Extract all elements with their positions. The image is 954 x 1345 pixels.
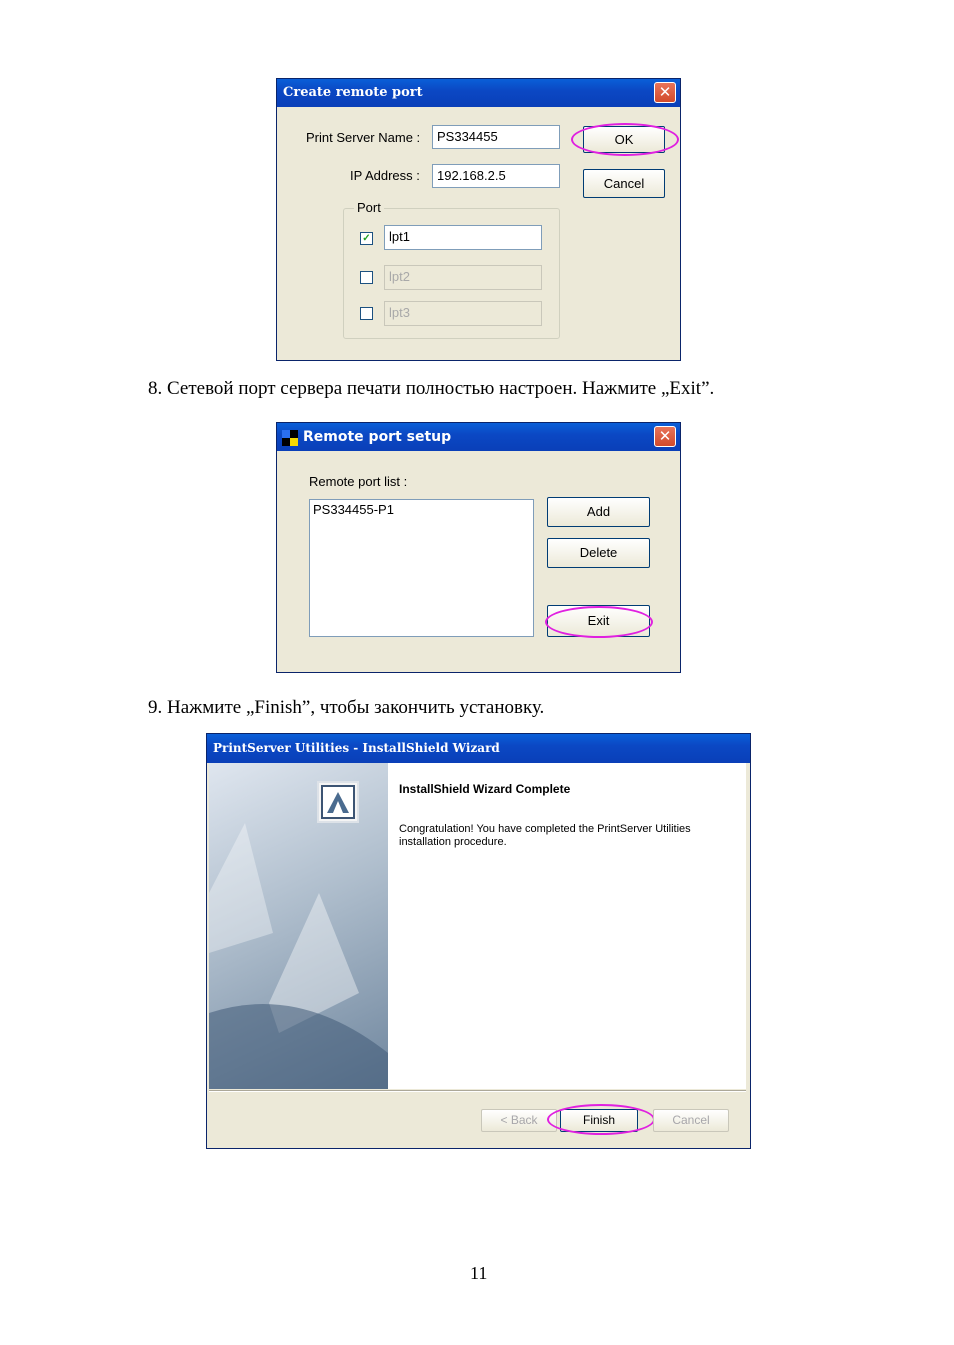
step-8-text: 8. Сетевой порт сервера печати полностью настроен. Нажмите „Exit”.: [148, 378, 715, 399]
wizard-side-panel: [209, 763, 388, 1089]
port-input-lpt1[interactable]: lpt1: [384, 225, 542, 250]
port-checkbox-lpt1[interactable]: ✓: [360, 232, 373, 245]
dialog-titlebar: [207, 734, 750, 763]
server-name-label: Print Server Name :: [306, 130, 421, 145]
remote-port-setup-dialog: [276, 422, 681, 673]
port-checkbox-lpt3[interactable]: [360, 307, 373, 320]
dialog-title: PrintServer Utilities - InstallShield Wizard: [213, 741, 500, 755]
create-remote-port-dialog: [276, 78, 681, 361]
dialog-title: Remote port setup: [303, 429, 452, 445]
port-input-lpt2: lpt2: [384, 265, 542, 290]
step-9-text: 9. Нажмите „Finish”, чтобы закончить установку.: [148, 697, 545, 718]
ip-address-input[interactable]: 192.168.2.5: [432, 164, 560, 188]
remote-port-list-label: Remote port list :: [309, 474, 408, 489]
app-logo-icon: [282, 430, 298, 446]
port-group-title: Port: [354, 200, 384, 215]
dialog-titlebar: [277, 79, 680, 107]
cancel-button: Cancel: [653, 1109, 729, 1132]
wizard-content-panel: [388, 763, 746, 1089]
ok-button[interactable]: OK: [583, 126, 665, 153]
page-number: 11: [470, 1263, 488, 1283]
exit-button[interactable]: Exit: [547, 605, 650, 637]
list-item[interactable]: PS334455-P1: [313, 502, 394, 517]
installshield-logo-icon: [317, 781, 359, 823]
ip-address-label: IP Address :: [350, 168, 420, 183]
dialog-titlebar: [277, 423, 680, 451]
add-button[interactable]: Add: [547, 497, 650, 527]
close-icon[interactable]: ✕: [654, 82, 676, 103]
wizard-separator: [209, 1090, 746, 1092]
installshield-wizard-dialog: [206, 733, 751, 1149]
port-checkbox-lpt2[interactable]: [360, 271, 373, 284]
port-input-lpt3: lpt3: [384, 301, 542, 326]
back-button: < Back: [481, 1109, 557, 1132]
close-icon[interactable]: ✕: [654, 426, 676, 447]
remote-port-list[interactable]: [309, 499, 534, 637]
delete-button[interactable]: Delete: [547, 538, 650, 568]
server-name-input[interactable]: PS334455: [432, 125, 560, 149]
sail-shapes-decoration: [209, 763, 388, 1089]
dialog-title: Create remote port: [283, 85, 423, 100]
wizard-message: Congratulation! You have completed the PrintServer Utilities installation procedure.: [399, 823, 691, 848]
finish-button[interactable]: Finish: [560, 1109, 638, 1132]
cancel-button[interactable]: Cancel: [583, 169, 665, 198]
wizard-heading: InstallShield Wizard Complete: [399, 782, 571, 796]
